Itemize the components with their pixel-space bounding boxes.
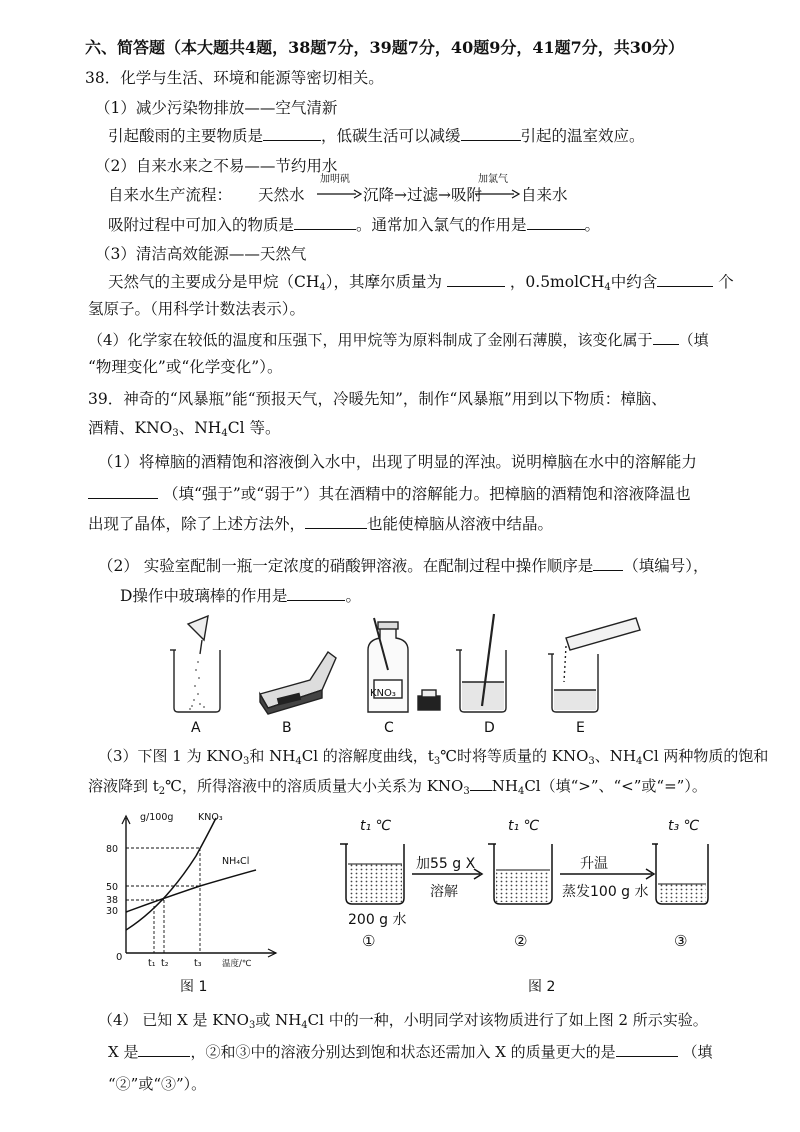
flow-node-process: 沉降→过滤→吸附 — [363, 186, 482, 204]
flow-arrow1-icon — [316, 189, 362, 199]
q39-p4-line2: X 是 ，②和③中的溶液分别达到饱和状态还需加入 X 的质量更大的是 （填 — [108, 1043, 713, 1061]
temp-label-2: t₁ ℃ — [508, 818, 540, 834]
q39-stem-line1: 39．神奇的“风暴瓶”能“预报天气，冷暖先知”，制作“风暴瓶”用到以下物质：樟脑、 — [88, 390, 667, 408]
q39-p1-line3: 出现了晶体，除了上述方法外， 也能使樟脑从溶液中结晶。 — [88, 515, 554, 533]
water-label: 200 g 水 — [348, 912, 407, 928]
legend-kno3: KNO₃ — [198, 812, 223, 823]
flow-label: 自来水生产流程： — [108, 186, 233, 204]
origin-label: 0 — [116, 952, 123, 963]
apparatus-label-e: E — [576, 720, 585, 736]
q39-p3-line2: 溶液降到 $t_2℃$，所得溶液中的溶质质量大小关系为 $KNO_3$ $NH_4Cl$（填“>”、“<”或“=”）。 — [88, 777, 707, 797]
answer-blank[interactable] — [287, 586, 345, 601]
series-nh4cl — [126, 870, 256, 912]
apparatus-figure — [160, 610, 650, 730]
solubility-chart — [104, 808, 284, 968]
figure1-caption: 图 1 — [180, 979, 208, 995]
apparatus-label-c: C — [384, 720, 394, 736]
q38-p1-title: （1）减少污染物排放——空气清新 — [95, 99, 338, 117]
answer-blank[interactable] — [447, 272, 505, 287]
q38-p2-question: 吸附过程中可加入的物质是 。通常加入氯气的作用是 。 — [108, 216, 601, 234]
flow-node-raw-water: 天然水 — [258, 186, 305, 204]
section-title: 六、简答题（本大题共4题，38题7分，39题7分，40题9分，41题7分，共30分） — [85, 38, 684, 57]
y-tick-80: 80 — [106, 844, 119, 855]
q38-p4-line: （4）化学家在较低的温度和压强下，用甲烷等为原料制成了金刚石薄膜，该变化属于 （填 — [88, 331, 709, 349]
q38-p3-line2: 氢原子。（用科学计数法表示）。 — [88, 300, 306, 318]
flow-arrow2-label: 加氯气 — [478, 174, 508, 185]
y-tick-38: 38 — [106, 895, 119, 906]
y-tick-30: 30 — [106, 906, 119, 917]
bottle-label: KNO₃ — [370, 688, 396, 699]
q39-p4-line3: “②”或“③”）。 — [108, 1075, 207, 1093]
answer-blank[interactable] — [470, 776, 492, 791]
q39-p3-line1: （3）下图 1 为 $KNO_3$和 $NH_4Cl$ 的溶解度曲线，$t_3℃$时将等质量的 $KNO_3$、$NH_4Cl$ 两种物质的饱和 — [98, 747, 769, 767]
step1-bottom: 溶解 — [430, 884, 458, 900]
apparatus-b-balance — [260, 652, 336, 714]
x-tick-t2: t₂ — [161, 958, 169, 968]
q39-p2-line2: D操作中玻璃棒的作用是 。 — [120, 587, 361, 605]
answer-blank[interactable] — [657, 272, 713, 287]
mark-2: ② — [514, 932, 528, 950]
q38-p1-line: 引起酸雨的主要物质是 ，低碳生活可以减缓 引起的温室效应。 — [108, 127, 645, 145]
q38-stem: 38．化学与生活、环境和能源等密切相关。 — [85, 69, 384, 87]
legend-nh4cl: NH₄Cl — [222, 856, 250, 867]
answer-blank[interactable] — [593, 556, 623, 571]
flow-node-tap-water: 自来水 — [521, 186, 568, 204]
y-tick-50: 50 — [106, 882, 119, 893]
step2-top: 升温 — [580, 856, 608, 872]
x-tick-t3: t₃ — [194, 958, 202, 968]
apparatus-d-stirring-beaker — [456, 614, 506, 712]
experiment-figure — [330, 808, 710, 958]
flow-arrow1-label: 加明矾 — [320, 174, 350, 185]
x-tick-t1: t₁ — [148, 958, 156, 968]
apparatus-label-a: A — [191, 720, 201, 736]
answer-blank[interactable] — [138, 1042, 190, 1057]
answer-blank[interactable] — [653, 330, 679, 345]
answer-blank[interactable] — [616, 1042, 678, 1057]
answer-blank[interactable] — [527, 215, 585, 230]
q39-p4-line1: （4） 已知 X 是 $KNO_3$或 $NH_4Cl$ 中的一种，小明同学对该物质进行了如上图 2 所示实验。 — [98, 1011, 708, 1031]
q38-p3-title: （3）清洁高效能源——天然气 — [95, 245, 307, 263]
mark-1: ① — [362, 932, 376, 950]
temp-label-3: t₃ ℃ — [668, 818, 700, 834]
mark-3: ③ — [674, 932, 688, 950]
q39-stem-line2: 酒精、$KNO_3$、$NH_4Cl$ 等。 — [88, 419, 281, 439]
apparatus-e-pouring — [548, 618, 640, 712]
step1-top: 加55 g X — [416, 856, 476, 872]
q38-p3-line: 天然气的主要成分是甲烷$(CH_4)$，其摩尔质量为 ，0.5molCH$_4$中约含 个 — [108, 273, 734, 293]
answer-blank[interactable] — [461, 126, 521, 141]
flow-arrow2-icon — [474, 189, 520, 199]
answer-blank[interactable] — [305, 514, 367, 529]
series-kno3 — [126, 818, 216, 930]
temp-label-1: t₁ ℃ — [360, 818, 392, 834]
apparatus-a-funnel-beaker — [170, 616, 220, 712]
answer-blank[interactable] — [88, 484, 158, 499]
q39-p1-line1: （1）将樟脑的酒精饱和溶液倒入水中，出现了明显的浑浊。说明樟脑在水中的溶解能力 — [98, 453, 697, 471]
apparatus-label-b: B — [282, 720, 292, 736]
answer-blank[interactable] — [263, 126, 321, 141]
y-axis-label: g/100g — [140, 812, 174, 823]
answer-blank[interactable] — [294, 215, 356, 230]
q39-p2-line1: （2） 实验室配制一瓶一定浓度的硝酸钾溶液。在配制过程中操作顺序是 （填编号）， — [98, 557, 709, 575]
apparatus-label-d: D — [484, 720, 495, 736]
step2-bottom: 蒸发100 g 水 — [562, 884, 649, 900]
x-axis-label: 温度/℃ — [222, 959, 252, 968]
q39-p1-line2: （填“强于”或“弱于”）其在酒精中的溶解能力。把樟脑的酒精饱和溶液降温也 — [88, 484, 691, 504]
q38-p2-title: （2）自来水来之不易——节约用水 — [95, 157, 338, 175]
q38-p4-line2: “物理变化”或“化学变化”）。 — [88, 358, 283, 376]
figure2-caption: 图 2 — [528, 979, 556, 995]
